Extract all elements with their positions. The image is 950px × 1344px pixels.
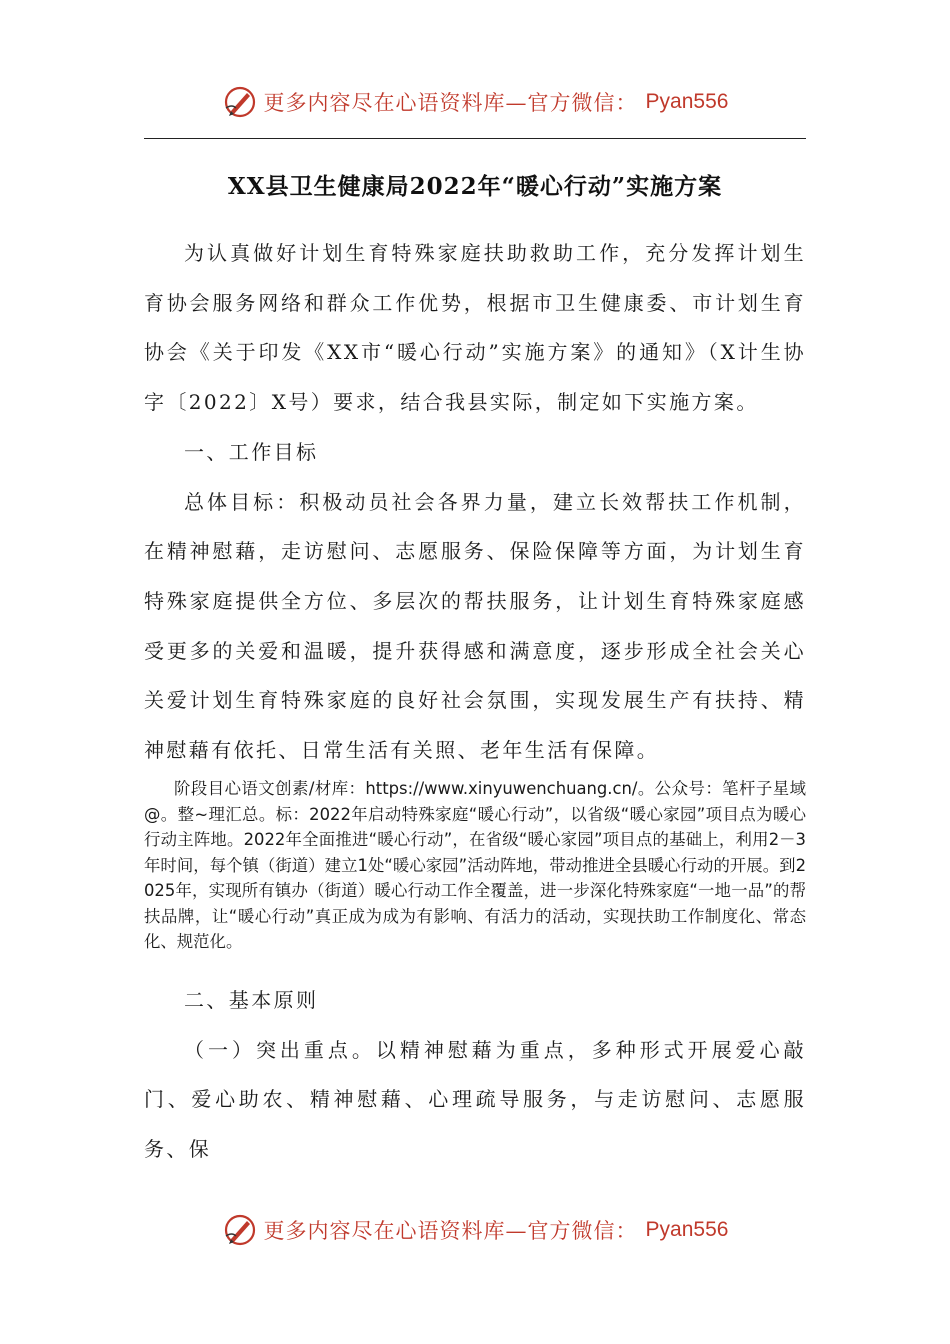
- section-heading-principles: 二、基本原则: [184, 988, 319, 1012]
- pen-logo-icon: [222, 1212, 258, 1248]
- intro-paragraph: 为认真做好计划生育特殊家庭扶助救助工作，充分发挥计划生育协会服务网络和群众工作优势，根据市卫生健康委、市计划生育协会《关于印发《XX市“暖心行动”实施方案》的通知》（X计生协字〔2022〕X号）要求，结合我县实际，制定如下实施方案。: [144, 241, 806, 415]
- principle-paragraph: （一）突出重点。以精神慰藉为重点，多种形式开展爱心敲门、爱心助农、精神慰藉、心理疏导服务，与走访慰问、志愿服务、保: [144, 1037, 806, 1162]
- document-title: XX县卫生健康局2022年“暖心行动”实施方案: [227, 173, 723, 200]
- footer-banner: [0, 1208, 950, 1252]
- banner-text: 更多内容尽在心语资料库—官方微信：: [263, 1219, 638, 1243]
- stage-section: [144, 776, 806, 955]
- stage-paragraph: 阶段目心语文创素/材库：https://www.xinyuwenchuang.cn/。公众号：笔杆子星域@。整~理汇总。标：2022年启动特殊家庭“暖心行动”，以省级“暖心家园”项目点为暖心行动主阵地。2022年全面推进“暖心行动”，在省级“暖心家园”项目点的基础上，利用2－3年时间，每个镇（街道）建立1处“暖心家园”活动阵地，带动推进全县暖心行动的开展。到2025年，实现所有镇办（街道）暖心行动工作全覆盖，进一步深化特殊家庭“一地一品”的帮扶品牌，让“暖心行动”真正成为成为有影响、有活力的活动，实现扶助工作制度化、常态化、规范化。: [144, 779, 806, 951]
- banner-wechat-id: Pyan556: [645, 1218, 729, 1241]
- intro-section: [144, 229, 806, 776]
- pen-logo-icon: [222, 84, 258, 120]
- section-heading-goals: 一、工作目标: [184, 439, 319, 464]
- header-banner: [0, 80, 950, 124]
- principles-section: [144, 976, 806, 1175]
- banner-text: 更多内容尽在心语资料库—官方微信：: [263, 91, 638, 115]
- header-divider: [144, 138, 806, 139]
- banner-wechat-id: Pyan556: [645, 90, 729, 113]
- goal-paragraph: 总体目标：积极动员社会各界力量，建立长效帮扶工作机制，在精神慰藉，走访慰问、志愿服务、保险保障等方面，为计划生育特殊家庭提供全方位、多层次的帮扶服务，让计划生育特殊家庭感受更多的关爱和温暖，提升获得感和满意度，逐步形成全社会关心关爱计划生育特殊家庭的良好社会氛围，实现发展生产有扶持、精神慰藉有依托、日常生活有关照、老年生活有保障。: [144, 489, 806, 763]
